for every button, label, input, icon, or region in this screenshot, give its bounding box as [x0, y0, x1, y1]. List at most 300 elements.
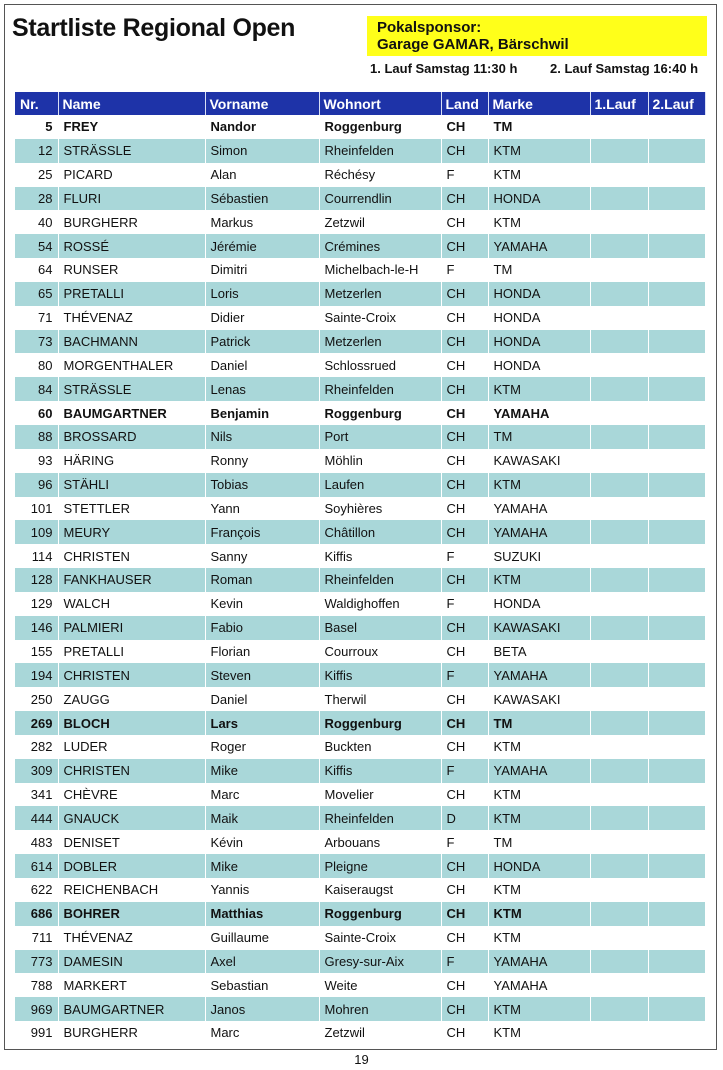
cell-nr: 93 [15, 449, 58, 473]
table-row [15, 234, 705, 258]
table-row [15, 377, 705, 401]
cell-land: CH [441, 449, 488, 473]
cell-nr: 269 [15, 711, 58, 735]
cell-wohnort: Basel [319, 616, 441, 640]
cell-name: CHRISTEN [58, 544, 205, 568]
cell-vorname: Patrick [205, 330, 319, 354]
cell-lauf2 [648, 425, 705, 449]
cell-lauf2 [648, 735, 705, 759]
cell-lauf1 [590, 997, 648, 1021]
cell-nr: 444 [15, 806, 58, 830]
cell-wohnort: Waldighoffen [319, 592, 441, 616]
col-header-land: Land [441, 92, 488, 115]
cell-lauf1 [590, 139, 648, 163]
cell-nr: 686 [15, 902, 58, 926]
cell-name: MEURY [58, 520, 205, 544]
cell-marke: KAWASAKI [488, 616, 590, 640]
table-row [15, 544, 705, 568]
table-row [15, 187, 705, 211]
cell-lauf2 [648, 687, 705, 711]
cell-lauf2 [648, 258, 705, 282]
cell-marke: KTM [488, 902, 590, 926]
cell-vorname: Lars [205, 711, 319, 735]
cell-land: CH [441, 377, 488, 401]
cell-vorname: Nils [205, 425, 319, 449]
cell-lauf2 [648, 711, 705, 735]
cell-lauf1 [590, 783, 648, 807]
cell-lauf2 [648, 806, 705, 830]
cell-vorname: Sébastien [205, 187, 319, 211]
cell-land: CH [441, 973, 488, 997]
cell-land: CH [441, 234, 488, 258]
cell-lauf1 [590, 497, 648, 521]
cell-nr: 788 [15, 973, 58, 997]
table-row [15, 735, 705, 759]
cell-wohnort: Roggenburg [319, 115, 441, 139]
table-row [15, 520, 705, 544]
cell-marke: KTM [488, 1021, 590, 1045]
cell-marke: TM [488, 425, 590, 449]
cell-vorname: Mike [205, 759, 319, 783]
cell-marke: KTM [488, 783, 590, 807]
cell-land: CH [441, 902, 488, 926]
cell-land: CH [441, 878, 488, 902]
cell-marke: SUZUKI [488, 544, 590, 568]
cell-vorname: Marc [205, 783, 319, 807]
table-row [15, 163, 705, 187]
cell-wohnort: Zetzwil [319, 1021, 441, 1045]
cell-lauf2 [648, 115, 705, 139]
page-number: 19 [354, 1052, 369, 1067]
cell-lauf2 [648, 973, 705, 997]
cell-nr: 282 [15, 735, 58, 759]
cell-marke: YAMAHA [488, 759, 590, 783]
cell-marke: YAMAHA [488, 973, 590, 997]
cell-vorname: Markus [205, 210, 319, 234]
cell-wohnort: Schlossrued [319, 353, 441, 377]
table-row [15, 663, 705, 687]
cell-vorname: Matthias [205, 902, 319, 926]
table-row [15, 759, 705, 783]
cell-name: BAUMGARTNER [58, 401, 205, 425]
table-row [15, 306, 705, 330]
cell-name: MARKERT [58, 973, 205, 997]
cell-lauf1 [590, 449, 648, 473]
cell-lauf1 [590, 973, 648, 997]
cell-wohnort: Sainte-Croix [319, 926, 441, 950]
cell-land: CH [441, 306, 488, 330]
start-list-table [15, 92, 706, 1045]
cell-lauf1 [590, 878, 648, 902]
cell-vorname: Alan [205, 163, 319, 187]
cell-land: CH [441, 401, 488, 425]
col-header-vorname: Vorname [205, 92, 319, 115]
table-row [15, 806, 705, 830]
cell-lauf2 [648, 950, 705, 974]
cell-land: CH [441, 497, 488, 521]
cell-wohnort: Metzerlen [319, 330, 441, 354]
table-row [15, 282, 705, 306]
cell-name: STETTLER [58, 497, 205, 521]
cell-lauf1 [590, 711, 648, 735]
cell-name: CHÈVRE [58, 783, 205, 807]
cell-wohnort: Port [319, 425, 441, 449]
cell-vorname: Mike [205, 854, 319, 878]
cell-wohnort: Kaiseraugst [319, 878, 441, 902]
cell-lauf1 [590, 473, 648, 497]
cell-vorname: Yannis [205, 878, 319, 902]
cell-lauf1 [590, 544, 648, 568]
cell-vorname: Kevin [205, 592, 319, 616]
cell-lauf2 [648, 663, 705, 687]
cell-name: PRETALLI [58, 640, 205, 664]
cell-nr: 129 [15, 592, 58, 616]
cell-name: THÉVENAZ [58, 926, 205, 950]
cell-lauf1 [590, 759, 648, 783]
cell-lauf1 [590, 306, 648, 330]
cell-name: DAMESIN [58, 950, 205, 974]
cell-name: PRETALLI [58, 282, 205, 306]
col-header-name: Name [58, 92, 205, 115]
cell-land: D [441, 806, 488, 830]
cell-wohnort: Courroux [319, 640, 441, 664]
cell-land: F [441, 830, 488, 854]
cell-vorname: Yann [205, 497, 319, 521]
cell-lauf1 [590, 640, 648, 664]
cell-lauf2 [648, 282, 705, 306]
cell-marke: KAWASAKI [488, 687, 590, 711]
cell-name: FANKHAUSER [58, 568, 205, 592]
table-row [15, 592, 705, 616]
cell-lauf1 [590, 234, 648, 258]
cell-marke: HONDA [488, 306, 590, 330]
cell-nr: 60 [15, 401, 58, 425]
cell-name: PICARD [58, 163, 205, 187]
cell-name: DOBLER [58, 854, 205, 878]
col-header-marke: Marke [488, 92, 590, 115]
cell-marke: TM [488, 115, 590, 139]
cell-lauf1 [590, 520, 648, 544]
cell-nr: 614 [15, 854, 58, 878]
cell-lauf1 [590, 950, 648, 974]
cell-lauf1 [590, 735, 648, 759]
cell-marke: KTM [488, 163, 590, 187]
cell-lauf1 [590, 926, 648, 950]
cell-wohnort: Rheinfelden [319, 806, 441, 830]
col-header-nr: Nr. [15, 92, 58, 115]
cell-land: F [441, 592, 488, 616]
cell-nr: 341 [15, 783, 58, 807]
col-header-lauf1: 1.Lauf [590, 92, 648, 115]
table-row [15, 1021, 705, 1045]
cell-land: CH [441, 115, 488, 139]
cell-lauf1 [590, 663, 648, 687]
cell-nr: 96 [15, 473, 58, 497]
cell-vorname: Simon [205, 139, 319, 163]
table-row [15, 473, 705, 497]
cell-marke: HONDA [488, 330, 590, 354]
cell-wohnort: Roggenburg [319, 401, 441, 425]
cell-vorname: Axel [205, 950, 319, 974]
cell-vorname: Ronny [205, 449, 319, 473]
cell-land: F [441, 163, 488, 187]
table-row [15, 425, 705, 449]
cell-marke: HONDA [488, 592, 590, 616]
cell-nr: 711 [15, 926, 58, 950]
cell-lauf1 [590, 568, 648, 592]
table-row [15, 115, 705, 139]
cell-marke: TM [488, 711, 590, 735]
cell-land: F [441, 258, 488, 282]
cell-lauf2 [648, 163, 705, 187]
cell-lauf2 [648, 473, 705, 497]
cell-wohnort: Movelier [319, 783, 441, 807]
cell-name: BURGHERR [58, 1021, 205, 1045]
cell-vorname: Guillaume [205, 926, 319, 950]
cell-wohnort: Châtillon [319, 520, 441, 544]
cell-marke: KTM [488, 473, 590, 497]
table-row [15, 330, 705, 354]
cell-lauf1 [590, 401, 648, 425]
cell-name: STRÄSSLE [58, 139, 205, 163]
col-header-lauf2: 2.Lauf [648, 92, 705, 115]
cell-wohnort: Soyhières [319, 497, 441, 521]
cell-lauf1 [590, 282, 648, 306]
sponsor-box [367, 16, 707, 56]
cell-nr: 25 [15, 163, 58, 187]
cell-wohnort: Buckten [319, 735, 441, 759]
cell-lauf2 [648, 330, 705, 354]
cell-lauf1 [590, 1021, 648, 1045]
cell-name: BROSSARD [58, 425, 205, 449]
cell-marke: KTM [488, 735, 590, 759]
cell-land: CH [441, 711, 488, 735]
cell-land: CH [441, 353, 488, 377]
cell-land: CH [441, 926, 488, 950]
cell-lauf1 [590, 258, 648, 282]
cell-marke: HONDA [488, 187, 590, 211]
cell-vorname: Sebastian [205, 973, 319, 997]
cell-lauf2 [648, 616, 705, 640]
cell-vorname: Kévin [205, 830, 319, 854]
cell-marke: KTM [488, 878, 590, 902]
cell-wohnort: Kiffis [319, 544, 441, 568]
cell-nr: 5 [15, 115, 58, 139]
cell-wohnort: Rheinfelden [319, 377, 441, 401]
cell-lauf2 [648, 353, 705, 377]
cell-wohnort: Crémines [319, 234, 441, 258]
cell-name: FREY [58, 115, 205, 139]
cell-lauf2 [648, 234, 705, 258]
cell-vorname: Dimitri [205, 258, 319, 282]
cell-name: BAUMGARTNER [58, 997, 205, 1021]
cell-wohnort: Zetzwil [319, 210, 441, 234]
cell-land: CH [441, 187, 488, 211]
cell-name: STÄHLI [58, 473, 205, 497]
cell-lauf2 [648, 902, 705, 926]
cell-name: CHRISTEN [58, 759, 205, 783]
cell-marke: TM [488, 258, 590, 282]
cell-lauf1 [590, 115, 648, 139]
cell-vorname: Sanny [205, 544, 319, 568]
table-row [15, 902, 705, 926]
cell-lauf2 [648, 783, 705, 807]
cell-lauf1 [590, 353, 648, 377]
cell-lauf2 [648, 926, 705, 950]
cell-land: CH [441, 783, 488, 807]
sponsor-label: Pokalsponsor: [377, 19, 482, 36]
cell-land: CH [441, 854, 488, 878]
cell-nr: 622 [15, 878, 58, 902]
cell-wohnort: Réchésy [319, 163, 441, 187]
cell-land: F [441, 663, 488, 687]
cell-nr: 65 [15, 282, 58, 306]
cell-nr: 71 [15, 306, 58, 330]
cell-marke: YAMAHA [488, 497, 590, 521]
cell-lauf2 [648, 568, 705, 592]
cell-nr: 80 [15, 353, 58, 377]
cell-nr: 773 [15, 950, 58, 974]
table-row [15, 497, 705, 521]
cell-lauf2 [648, 187, 705, 211]
run1-schedule: 1. Lauf Samstag 11:30 h [370, 61, 518, 76]
cell-vorname: Janos [205, 997, 319, 1021]
table-row [15, 950, 705, 974]
cell-lauf2 [648, 139, 705, 163]
cell-vorname: Lenas [205, 377, 319, 401]
cell-vorname: Loris [205, 282, 319, 306]
cell-name: HÄRING [58, 449, 205, 473]
cell-wohnort: Metzerlen [319, 282, 441, 306]
cell-nr: 309 [15, 759, 58, 783]
cell-nr: 88 [15, 425, 58, 449]
cell-vorname: Steven [205, 663, 319, 687]
cell-nr: 73 [15, 330, 58, 354]
cell-name: CHRISTEN [58, 663, 205, 687]
cell-nr: 28 [15, 187, 58, 211]
cell-lauf1 [590, 163, 648, 187]
cell-vorname: François [205, 520, 319, 544]
cell-nr: 109 [15, 520, 58, 544]
cell-land: CH [441, 640, 488, 664]
cell-land: CH [441, 210, 488, 234]
page-title: Startliste Regional Open [12, 14, 296, 42]
cell-lauf1 [590, 187, 648, 211]
cell-land: CH [441, 997, 488, 1021]
cell-land: CH [441, 330, 488, 354]
cell-name: FLURI [58, 187, 205, 211]
cell-vorname: Daniel [205, 353, 319, 377]
cell-marke: KTM [488, 139, 590, 163]
cell-wohnort: Michelbach-le-H [319, 258, 441, 282]
table-row [15, 783, 705, 807]
run2-schedule: 2. Lauf Samstag 16:40 h [550, 61, 699, 76]
cell-nr: 991 [15, 1021, 58, 1045]
cell-lauf1 [590, 854, 648, 878]
cell-name: BOHRER [58, 902, 205, 926]
cell-vorname: Tobias [205, 473, 319, 497]
cell-marke: YAMAHA [488, 234, 590, 258]
cell-vorname: Roger [205, 735, 319, 759]
cell-name: BLOCH [58, 711, 205, 735]
cell-land: F [441, 950, 488, 974]
cell-wohnort: Courrendlin [319, 187, 441, 211]
cell-land: CH [441, 616, 488, 640]
cell-nr: 84 [15, 377, 58, 401]
cell-lauf1 [590, 687, 648, 711]
cell-vorname: Fabio [205, 616, 319, 640]
cell-marke: KTM [488, 997, 590, 1021]
cell-lauf2 [648, 830, 705, 854]
cell-lauf1 [590, 830, 648, 854]
table-row [15, 401, 705, 425]
cell-wohnort: Laufen [319, 473, 441, 497]
table-row [15, 926, 705, 950]
cell-lauf2 [648, 306, 705, 330]
cell-lauf2 [648, 759, 705, 783]
cell-wohnort: Kiffis [319, 663, 441, 687]
cell-wohnort: Rheinfelden [319, 139, 441, 163]
table-row [15, 878, 705, 902]
table-row [15, 568, 705, 592]
table-row [15, 353, 705, 377]
cell-name: STRÄSSLE [58, 377, 205, 401]
cell-lauf2 [648, 497, 705, 521]
cell-wohnort: Sainte-Croix [319, 306, 441, 330]
cell-wohnort: Möhlin [319, 449, 441, 473]
cell-marke: YAMAHA [488, 401, 590, 425]
table-row [15, 997, 705, 1021]
cell-nr: 146 [15, 616, 58, 640]
cell-name: THÉVENAZ [58, 306, 205, 330]
cell-wohnort: Therwil [319, 687, 441, 711]
cell-lauf2 [648, 210, 705, 234]
cell-name: ZAUGG [58, 687, 205, 711]
table-header-row [15, 92, 705, 115]
cell-lauf1 [590, 806, 648, 830]
table-row [15, 973, 705, 997]
table-row [15, 258, 705, 282]
cell-wohnort: Mohren [319, 997, 441, 1021]
cell-lauf1 [590, 592, 648, 616]
cell-land: CH [441, 425, 488, 449]
table-row [15, 210, 705, 234]
cell-lauf1 [590, 210, 648, 234]
table-row [15, 640, 705, 664]
cell-marke: KTM [488, 926, 590, 950]
sponsor-name: Garage GAMAR, Bärschwil [377, 36, 569, 53]
cell-nr: 101 [15, 497, 58, 521]
cell-land: CH [441, 735, 488, 759]
cell-name: MORGENTHALER [58, 353, 205, 377]
table-row [15, 711, 705, 735]
cell-nr: 250 [15, 687, 58, 711]
cell-name: RUNSER [58, 258, 205, 282]
cell-marke: HONDA [488, 282, 590, 306]
cell-wohnort: Kiffis [319, 759, 441, 783]
cell-nr: 54 [15, 234, 58, 258]
cell-lauf2 [648, 401, 705, 425]
cell-vorname: Jérémie [205, 234, 319, 258]
cell-lauf2 [648, 377, 705, 401]
cell-lauf1 [590, 377, 648, 401]
cell-wohnort: Roggenburg [319, 711, 441, 735]
cell-marke: TM [488, 830, 590, 854]
cell-land: CH [441, 520, 488, 544]
cell-marke: YAMAHA [488, 520, 590, 544]
cell-land: CH [441, 568, 488, 592]
cell-lauf2 [648, 544, 705, 568]
